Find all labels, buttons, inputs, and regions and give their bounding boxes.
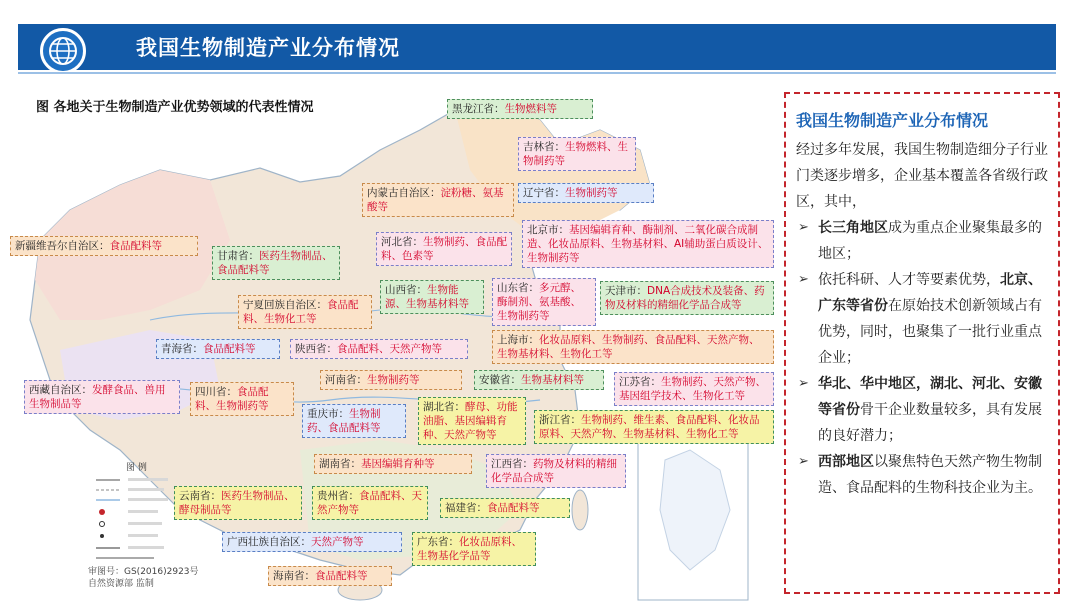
map-approval-note bbox=[88, 566, 199, 590]
arrow-bullet-icon: ➢ bbox=[798, 220, 809, 235]
region-label-sichuan: 四川省：食品配料、生物制药等 bbox=[190, 382, 294, 416]
region-label-shanghai: 上海市：化妆品原料、生物制药、食品配料、天然产物、生物基材料、生物化工等 bbox=[492, 330, 774, 364]
region-label-liaoning: 辽宁省：生物制药等 bbox=[518, 183, 654, 203]
region-label-yunnan: 云南省：医药生物制品、酵母制品等 bbox=[174, 486, 302, 520]
region-label-fujian: 福建省：食品配料等 bbox=[440, 498, 570, 518]
region-label-zhejiang: 浙江省：生物制药、维生素、食品配料、化妆品原料、天然产物、生物基材料、生物化工等 bbox=[534, 410, 774, 444]
region-label-jilin: 吉林省：生物燃料、生物制药等 bbox=[518, 137, 636, 171]
bullet-item bbox=[796, 371, 1048, 449]
region-label-shanxi: 山西省：生物能源、生物基材料等 bbox=[380, 280, 484, 314]
bullet-text: 成为重点企业聚集最多的地区； bbox=[818, 220, 1042, 262]
region-label-hebei: 河北省：生物制药、食品配料、色素等 bbox=[376, 232, 512, 266]
region-label-shandong: 山东省：多元醇、酶制剂、氨基酸、生物制药等 bbox=[492, 278, 596, 326]
bullet-item bbox=[796, 449, 1048, 501]
region-label-henan: 河南省：生物制药等 bbox=[320, 370, 462, 390]
region-label-inner-mongolia: 内蒙古自治区：淀粉糖、氨基酸等 bbox=[362, 183, 514, 217]
region-label-jiangxi: 江西省：药物及材料的精细化学品合成等 bbox=[486, 454, 626, 488]
bullet-text: 以聚焦特色天然产物生物制造、食品配料的生物科技企业为主。 bbox=[818, 454, 1042, 496]
region-label-hunan: 湖南省：基因编辑育种等 bbox=[314, 454, 472, 474]
bullet-emphasis: 华北、华中地区，湖北、河北、安徽等省份 bbox=[818, 376, 1042, 418]
region-label-beijing: 北京市：基因编辑育种、酶制剂、二氧化碳合成制造、化妆品原料、生物基材料、AI辅助蛋白质设计、生物制药等 bbox=[522, 220, 774, 268]
arrow-bullet-icon: ➢ bbox=[798, 454, 809, 469]
bullet-emphasis: 长三角地区 bbox=[818, 220, 888, 236]
region-label-chongqing: 重庆市：生物制药、食品配料等 bbox=[302, 404, 406, 438]
bullet-item bbox=[796, 267, 1048, 371]
bullet-item bbox=[796, 215, 1048, 267]
region-label-qinghai: 青海省：食品配料等 bbox=[156, 339, 280, 359]
arrow-bullet-icon: ➢ bbox=[798, 272, 809, 287]
bullet-lead: 依托科研、人才等要素优势， bbox=[818, 272, 1000, 288]
region-label-guizhou: 贵州省：食品配料、天然产物等 bbox=[312, 486, 428, 520]
bullet-emphasis: 西部地区 bbox=[818, 454, 874, 470]
bullet-text: 骨干企业数量较多，具有发展的良好潜力； bbox=[818, 402, 1042, 444]
globe-icon bbox=[40, 28, 86, 74]
region-label-anhui: 安徽省：生物基材料等 bbox=[474, 370, 604, 390]
map-caption: 图 各地关于生物制造产业优势领域的代表性情况 bbox=[36, 100, 314, 115]
region-label-ningxia: 宁夏回族自治区：食品配料、生物化工等 bbox=[238, 295, 372, 329]
summary-panel bbox=[784, 92, 1060, 594]
region-label-tibet: 西藏自治区：发酵食品、兽用生物制品等 bbox=[24, 380, 180, 414]
bullet-text: 在原始技术创新领域占有优势，同时，也聚集了一批行业重点企业； bbox=[818, 298, 1042, 366]
region-label-xinjiang: 新疆维吾尔自治区：食品配料等 bbox=[10, 236, 198, 256]
bullet-emphasis: 北京、广东等省份 bbox=[818, 272, 1042, 314]
summary-intro: 经过多年发展，我国生物制造细分子行业门类逐步增多，企业基本覆盖各省级行政区，其中， bbox=[796, 142, 1048, 210]
summary-title: 我国生物制造产业分布情况 bbox=[796, 111, 989, 130]
region-label-guangdong: 广东省：化妆品原料、生物基化学品等 bbox=[412, 532, 536, 566]
legend-title: 图 例 bbox=[126, 463, 147, 473]
region-label-hubei: 湖北省：酵母、功能油脂、基因编辑育种、天然产物等 bbox=[418, 397, 526, 445]
region-label-jiangsu: 江苏省：生物制药、天然产物、基因组学技术、生物化工等 bbox=[614, 372, 774, 406]
region-label-hainan: 海南省：食品配料等 bbox=[268, 566, 392, 586]
region-label-shaanxi: 陕西省：食品配料、天然产物等 bbox=[290, 339, 468, 359]
header-divider bbox=[18, 72, 1056, 74]
header-bar bbox=[18, 24, 1056, 70]
map-legend bbox=[94, 460, 174, 570]
page-title: 我国生物制造产业分布情况 bbox=[136, 36, 400, 60]
issuer: 自然资源部 监制 bbox=[88, 579, 154, 589]
region-label-gansu: 甘肃省：医药生物制品、食品配料等 bbox=[212, 246, 340, 280]
region-label-tianjin: 天津市：DNA合成技术及装备、药物及材料的精细化学品合成等 bbox=[600, 281, 774, 315]
approval-number: 审图号：GS(2016)2923号 bbox=[88, 567, 199, 577]
legend-symbols bbox=[94, 474, 174, 570]
region-label-guangxi: 广西壮族自治区：天然产物等 bbox=[222, 532, 402, 552]
arrow-bullet-icon: ➢ bbox=[798, 376, 809, 391]
region-label-heilongjiang: 黑龙江省：生物燃料等 bbox=[447, 99, 593, 119]
summary-bullets bbox=[796, 215, 1048, 501]
